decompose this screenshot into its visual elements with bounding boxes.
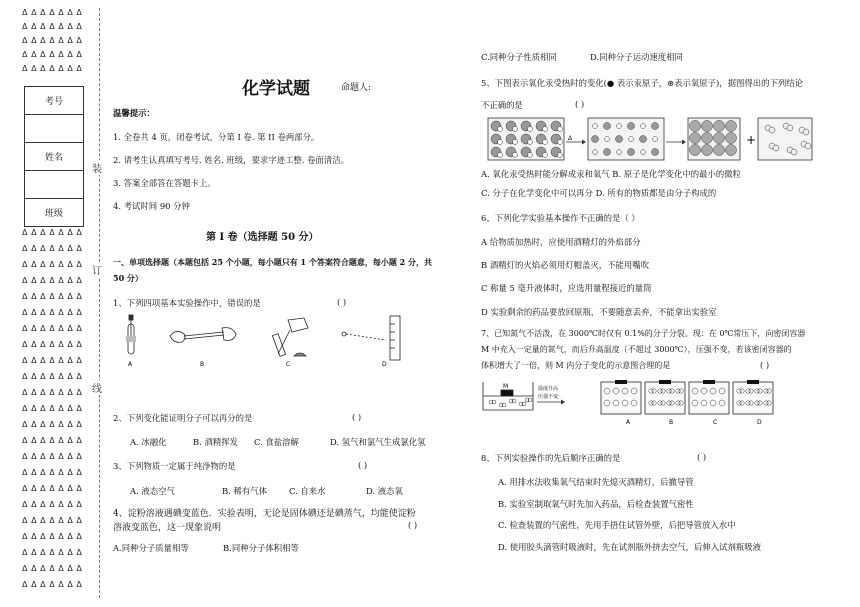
student-info-table — [24, 86, 84, 227]
margin-triangle-row: ΔΔΔΔΔΔΔ — [22, 404, 86, 413]
svg-text:+: + — [746, 133, 757, 147]
q2-stem: 2、下列变化能证明分子可以再分的是 — [113, 413, 253, 423]
q7-stem-line3: 体积增大了一倍，则 M 内分子变化的示意图合理的是 — [481, 361, 671, 370]
q6-option-c: C 称量 5 毫升液体时，应选用量程接近的量筒 — [481, 283, 652, 293]
tip-3: 3. 答案全部答在答题卡上。 — [113, 178, 216, 188]
margin-triangle-row: ΔΔΔΔΔΔΔ — [22, 8, 86, 17]
q8-stem: 8、下列实验操作的先后顺序正确的是 — [481, 453, 621, 463]
q3-option-d: D. 液态氧 — [366, 486, 403, 496]
margin-triangle-row: ΔΔΔΔΔΔΔ — [22, 276, 86, 285]
q4-option-b: B.同种分子体积相等 — [223, 543, 299, 553]
q2-answer-blank[interactable]: ( ) — [352, 412, 362, 422]
q3-option-a: A. 液态空气 — [130, 486, 175, 496]
section1-instruction-2: 50 分） — [113, 273, 143, 283]
q1-fig-a-test-tube — [126, 315, 136, 354]
tip-2: 2. 请考生认真填写考号. 姓名. 班级，要求字迹工整. 卷面清洁。 — [113, 155, 349, 165]
margin-triangle-row: ΔΔΔΔΔΔΔ — [22, 500, 86, 509]
margin-triangle-row: ΔΔΔΔΔΔΔ — [22, 484, 86, 493]
q6-stem: 6、下列化学实验基本操作不正确的是（ ） — [481, 213, 640, 223]
name-label: 姓名 — [25, 143, 84, 171]
q2-option-c: C. 食盐溶解 — [254, 437, 299, 447]
q7-label-pressure: 压强不变 — [538, 394, 559, 400]
author-label: 命题人: — [341, 83, 372, 93]
q7-label-d: D — [757, 419, 762, 426]
q4-stem-line2: 溶液变蓝色，这一现象说明 — [113, 523, 222, 533]
margin-triangle-row: ΔΔΔΔΔΔΔ — [22, 308, 86, 317]
q8-answer-blank[interactable]: ( ) — [697, 452, 707, 462]
q1-fig-d-cylinder — [342, 316, 400, 360]
exam-title: 化学试题 — [242, 79, 310, 99]
margin-triangle-row: ΔΔΔΔΔΔΔ — [22, 36, 86, 45]
q1-fig-c-pouring — [272, 318, 308, 356]
margin-triangle-row: ΔΔΔΔΔΔΔ — [22, 388, 86, 397]
margin-triangle-row: ΔΔΔΔΔΔΔ — [22, 468, 86, 477]
tip-4: 4. 考试时间 90 分钟 — [113, 201, 190, 211]
q2-option-a: A. 冰融化 — [130, 437, 167, 447]
q8-option-a: A. 用排水法收集氧气结束时先熄灭酒精灯，后撤导管 — [498, 477, 694, 487]
margin-triangle-row: ΔΔΔΔΔΔΔ — [22, 516, 86, 525]
q1-stem: 1、下列四项基本实验操作中，错误的是 — [113, 298, 261, 308]
q4-option-d: D.同种分子运动速度相同 — [590, 52, 683, 62]
margin-triangle-row: ΔΔΔΔΔΔΔ — [22, 436, 86, 445]
margin-triangle-row: ΔΔΔΔΔΔΔ — [22, 532, 86, 541]
q7-figure — [481, 378, 781, 432]
exam-number-cell[interactable] — [25, 115, 84, 143]
margin-triangle-row: ΔΔΔΔΔΔΔ — [22, 548, 86, 557]
binding-char-xian: 线 — [92, 380, 102, 395]
q4-answer-blank[interactable]: ( ) — [408, 520, 418, 530]
margin-triangle-row: ΔΔΔΔΔΔΔ — [22, 50, 86, 59]
q3-option-c: C. 自来水 — [289, 486, 326, 496]
q3-stem: 3、下列物质一定属于纯净物的是 — [113, 461, 236, 471]
margin-triangle-row: ΔΔΔΔΔΔΔ — [22, 228, 86, 237]
margin-triangle-row: ΔΔΔΔΔΔΔ — [22, 340, 86, 349]
q7-stem-line1: 7、已知氮气不活泼，在 3000℃时仅有 0.1%的分子分裂。现：在 0℃常压下，向密闭容器 — [481, 329, 806, 338]
q7-stem-line2: M 中充入一定量的氮气，而后升高温度（不超过 3000℃），压强不变，若该密闭容器的 — [481, 345, 792, 354]
q7-label-c: C — [713, 419, 718, 426]
margin-triangle-row: ΔΔΔΔΔΔΔ — [22, 564, 86, 573]
q3-answer-blank[interactable]: ( ) — [358, 460, 368, 470]
q5-options-ab: A. 氧化汞受热时能分解成汞和氧气 B. 原子是化学变化中的最小的微粒 — [481, 169, 742, 179]
q1-figure — [118, 314, 418, 374]
svg-text:Δ: Δ — [568, 135, 573, 142]
q6-option-b: B 酒精灯的火焰必须用灯帽盖灭，不能用嘴吹 — [481, 260, 649, 270]
margin-triangle-row: ΔΔΔΔΔΔΔ — [22, 356, 86, 365]
exam-number-label: 考号 — [25, 87, 84, 115]
q5-options-cd: C. 分子在化学变化中可以再分 D. 所有的物质都是由分子构成的 — [481, 188, 717, 198]
margin-triangle-row: ΔΔΔΔΔΔΔ — [22, 22, 86, 31]
q8-option-c: C. 检查装置的气密性，先用手捂住试管外壁，后把导管放入水中 — [498, 520, 736, 530]
margin-triangle-row: ΔΔΔΔΔΔΔ — [22, 64, 86, 73]
q7-label-b: B — [669, 419, 674, 426]
binding-char-zhuang: 装 — [92, 160, 102, 175]
binding-char-ding: 订 — [92, 262, 102, 277]
q7-label-m: M — [503, 383, 509, 390]
margin-triangle-row: ΔΔΔΔΔΔΔ — [22, 452, 86, 461]
q2-option-b: B. 酒精挥发 — [193, 437, 238, 447]
name-cell[interactable] — [25, 171, 84, 199]
tip-1: 1. 全卷共 4 页，闭卷考试，分第 I 卷. 第 II 卷两部分。 — [113, 132, 320, 142]
q6-option-d: D 实验剩余的药品要放回原瓶，不要随意丢弃，不能拿出实验室 — [481, 307, 717, 317]
margin-triangle-row: ΔΔΔΔΔΔΔ — [22, 260, 86, 269]
margin-triangle-row: ΔΔΔΔΔΔΔ — [22, 292, 86, 301]
q4-option-a: A.同种分子质量相等 — [113, 543, 189, 553]
margin-triangle-row: ΔΔΔΔΔΔΔ — [22, 420, 86, 429]
section1-instruction-1: 一、单项选择题（本题包括 25 个小题，每小题只有 1 个答案符合题意，每小题 2 分，共 — [113, 257, 432, 267]
q5-figure — [486, 116, 816, 162]
class-label: 班级 — [25, 199, 84, 227]
q1-answer-blank[interactable]: ( ) — [337, 297, 347, 307]
q1-label-c: C — [286, 361, 291, 368]
q1-label-a: A — [128, 361, 133, 368]
q3-option-b: B. 稀有气体 — [222, 486, 267, 496]
q8-option-b: B. 实验室制取氧气时先加入药品，后检查装置气密性 — [498, 499, 694, 509]
margin-triangle-row: ΔΔΔΔΔΔΔ — [22, 244, 86, 253]
q5-stem-line2: 不正确的是 — [481, 100, 523, 110]
q4-option-c: C.同种分子性质相同 — [481, 52, 557, 62]
margin-triangle-row: ΔΔΔΔΔΔΔ — [22, 372, 86, 381]
q2-option-d: D. 氢气和氯气生成氯化氢 — [330, 437, 426, 447]
q7-label-a: A — [626, 419, 631, 426]
section1-title: 第 I 卷（选择题 50 分） — [206, 232, 319, 243]
q6-option-a: A 给物质加热时，应使用酒精灯的外焰部分 — [481, 237, 641, 247]
q5-answer-blank[interactable]: ( ) — [575, 99, 585, 109]
q1-label-b: B — [200, 361, 205, 368]
margin-triangle-row: ΔΔΔΔΔΔΔ — [22, 324, 86, 333]
q8-option-d: D. 使用胶头滴管时吸液时，先在试剂瓶外挤去空气，后伸入试剂瓶吸液 — [498, 542, 761, 552]
q7-answer-blank[interactable]: ( ) — [760, 360, 770, 370]
margin-triangle-row: ΔΔΔΔΔΔΔ — [22, 580, 86, 589]
q7-label-temp: 温度升高 — [538, 386, 559, 392]
q4-stem-line1: 4、淀粉溶液遇碘变蓝色．实验表明，无论是固体碘还是碘蒸气，均能使淀粉 — [113, 509, 416, 519]
q1-fig-b-hands — [170, 328, 236, 343]
q5-stem-line1: 5、下图表示氧化汞受热时的变化(● 表示汞原子，⊛表示氧原子)，据图得出的下列结论 — [481, 78, 803, 88]
tips-heading: 温馨提示： — [113, 108, 155, 118]
binding-dashed-line — [99, 8, 100, 598]
q1-label-d: D — [382, 361, 387, 368]
